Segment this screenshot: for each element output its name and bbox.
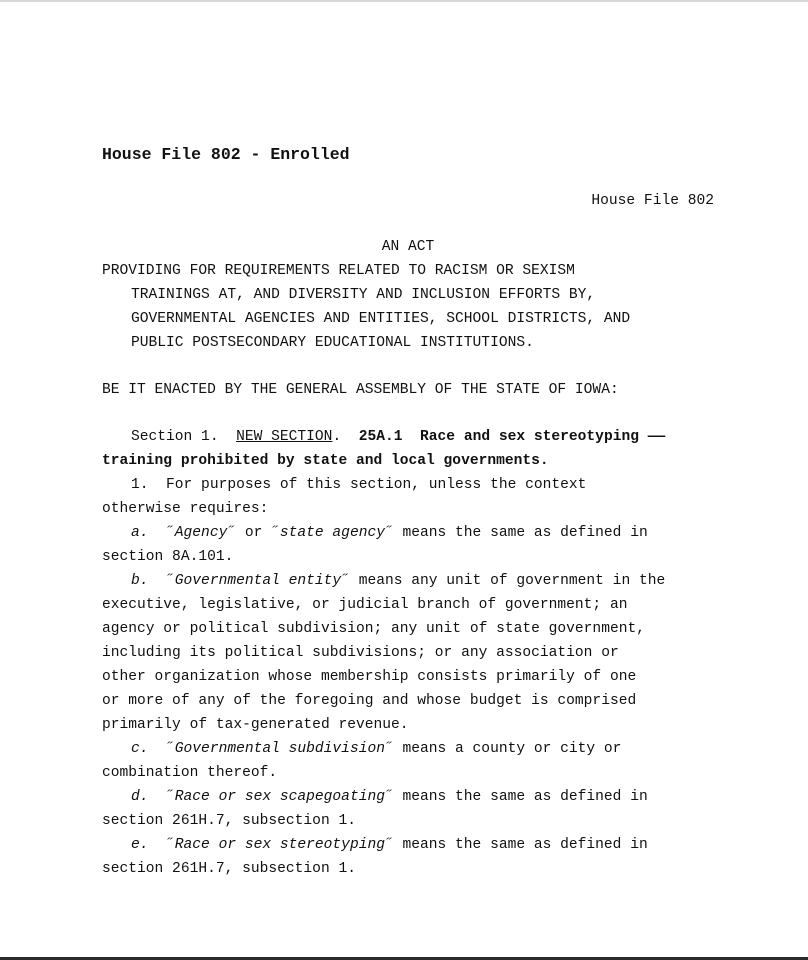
def-letter: a.	[131, 525, 149, 541]
act-title-line: PROVIDING FOR REQUIREMENTS RELATED TO RACISM OR SEXISM	[102, 263, 575, 279]
new-section-label: NEW SECTION	[236, 429, 333, 445]
definition-b-cont: primarily of tax-generated revenue.	[102, 717, 409, 733]
def-text: means the same as defined in	[393, 525, 648, 541]
def-letter: d.	[131, 789, 149, 805]
def-letter: e.	[131, 837, 149, 853]
def-text: means any unit of government in the	[349, 573, 666, 589]
definition-b-cont: or more of any of the foregoing and whose budget is comprised	[102, 693, 637, 709]
section-title: Race and sex stereotyping ——	[420, 429, 666, 445]
def-term: ˝Race or sex scapegoating˝	[166, 789, 394, 805]
definition-e	[102, 833, 714, 857]
paragraph-line: otherwise requires:	[102, 501, 269, 517]
definition-b-cont: including its political subdivisions; or any association or	[102, 645, 619, 661]
section-title-cont: training prohibited by state and local governments.	[102, 453, 549, 469]
definition-b	[102, 569, 714, 593]
def-text: or	[236, 525, 272, 541]
definition-b-cont: other organization whose membership consists primarily of one	[102, 669, 637, 685]
document-page	[102, 143, 714, 881]
definition-a	[102, 521, 714, 545]
def-term: ˝Agency˝	[166, 525, 237, 541]
paragraph-line: 1. For purposes of this section, unless the context	[131, 477, 587, 493]
definition-c-cont: combination thereof.	[102, 765, 278, 781]
section-prefix: Section 1.	[131, 429, 219, 445]
def-text: means the same as defined in	[393, 837, 648, 853]
act-heading: AN ACT	[381, 239, 435, 255]
definition-d-cont: section 261H.7, subsection 1.	[102, 813, 356, 829]
definition-d	[102, 785, 714, 809]
def-text: means the same as defined in	[393, 789, 648, 805]
definition-c	[102, 737, 714, 761]
def-letter: b.	[131, 573, 149, 589]
definition-a-cont: section 8A.101.	[102, 549, 234, 565]
act-title-line: PUBLIC POSTSECONDARY EDUCATIONAL INSTITUTIONS.	[131, 335, 534, 351]
def-term: ˝Race or sex stereotyping˝	[166, 837, 394, 853]
act-title-line: GOVERNMENTAL AGENCIES AND ENTITIES, SCHOOL DISTRICTS, AND	[131, 311, 631, 327]
section-number: 25A.1	[358, 429, 403, 445]
definition-e-cont: section 261H.7, subsection 1.	[102, 861, 356, 877]
def-text: means a county or city or	[393, 741, 622, 757]
def-letter: c.	[131, 741, 149, 757]
definition-b-cont: agency or political subdivision; any unit of state government,	[102, 621, 645, 637]
act-title-line: TRAININGS AT, AND DIVERSITY AND INCLUSION EFFORTS BY,	[131, 287, 596, 303]
section-heading: Section 1. NEW SECTION. 25A.1 Race and sex stereotyping ——	[131, 429, 666, 445]
file-label: House File 802	[591, 193, 714, 209]
enacting-clause: BE IT ENACTED BY THE GENERAL ASSEMBLY OF THE STATE OF IOWA:	[102, 382, 619, 398]
def-term: ˝state agency˝	[271, 525, 394, 541]
definition-b-cont: executive, legislative, or judicial branch of government; an	[102, 597, 628, 613]
def-term: ˝Governmental subdivision˝	[166, 741, 394, 757]
def-term: ˝Governmental entity˝	[166, 573, 350, 589]
document-title: House File 802 - Enrolled	[102, 145, 350, 164]
page-top-border	[0, 0, 808, 2]
